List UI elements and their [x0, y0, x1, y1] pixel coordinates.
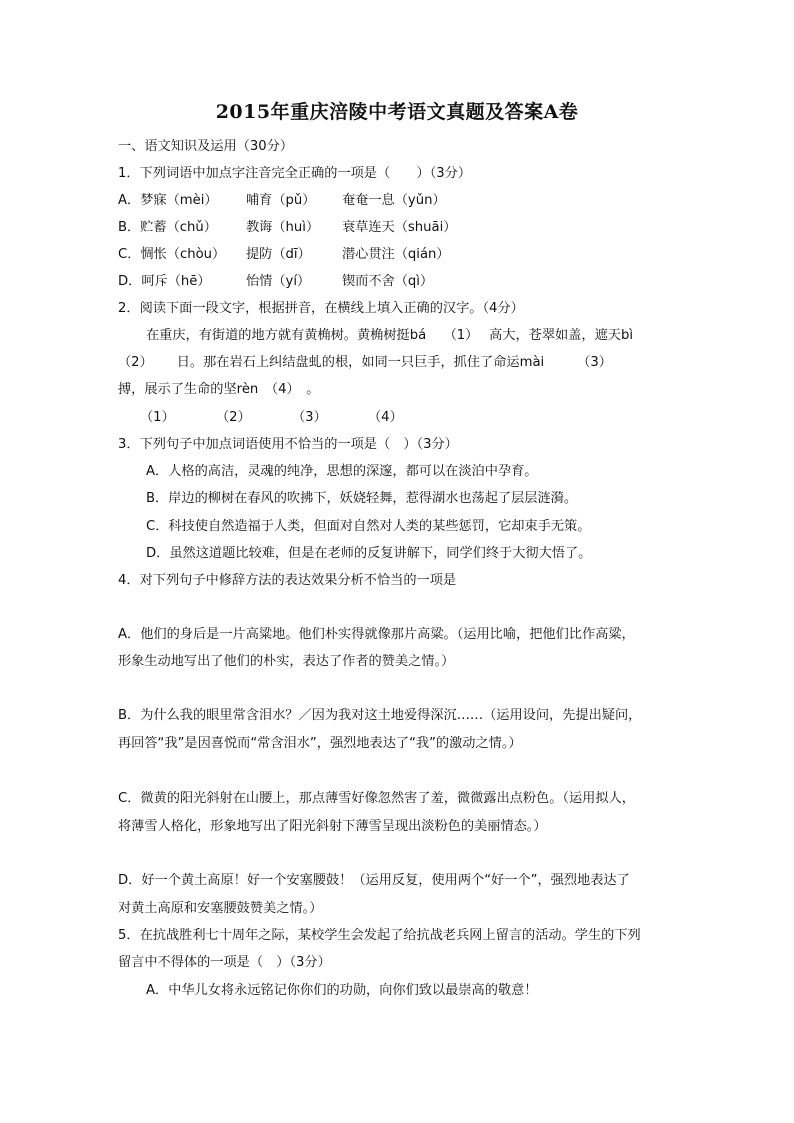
q4-option-d-line-1: D．好一个黄土高原！好一个安塞腰鼓！（运用反复，使用两个“好一个”，强烈地表达了	[118, 873, 630, 888]
q1-option-b-1: B．贮蓄（chǔ）	[118, 220, 217, 235]
q1-option-c-1: C．惆怅（chòu）	[118, 247, 226, 262]
question-2-stem: 2．阅读下面一段文字，根据拼音，在横线上填入正确的汉字。（4分）	[118, 301, 524, 316]
q4-option-d-line-2: 对黄土高原和安塞腰鼓赞美之情。）	[118, 901, 323, 916]
q2-answer-blank-1: （1）	[140, 410, 175, 425]
q2-answer-blank-2: （2）	[216, 410, 251, 425]
q4-option-b-line-1: B．为什么我的眼里常含泪水？／因为我对这土地爱得深沉……（运用设问，先提出疑问，	[118, 708, 642, 723]
question-3-stem: 3．下列句子中加点词语使用不恰当的一项是（ ）（3分）	[118, 437, 458, 452]
q2-passage-line-2: （2） 日。那在岩石上纠结盘虬的根，如同一只巨手，抓住了命运mài （3）	[118, 355, 612, 370]
q1-option-a-1: A．梦寐（mèi）	[118, 193, 218, 208]
q5-option-a: A．中华儿女将永远铭记你你们的功勋，向你们致以最崇高的敬意！	[146, 983, 538, 998]
question-4-stem: 4．对下列句子中修辞方法的表达效果分析不恰当的一项是	[118, 573, 457, 588]
q3-option-b: B．岸边的柳树在春风的吹拂下，妖娆轻舞，惹得湖水也荡起了层层涟漪。	[146, 491, 578, 506]
question-5-stem-line-1: 5．在抗战胜利七十周年之际，某校学生会发起了给抗战老兵网上留言的活动。学生的下列	[118, 928, 641, 943]
q1-option-c-2: 提防（dī）	[246, 247, 311, 262]
q1-option-c-3: 潜心贯注（qián）	[342, 247, 450, 262]
q1-option-d-1: D．呵斥（hē）	[118, 274, 211, 289]
q2-answer-blank-3: （3）	[292, 410, 327, 425]
q4-option-b-line-2: 再回答“我”是因喜悦而“常含泪水”，强烈地表达了“我”的激动之情。）	[118, 736, 522, 751]
q4-option-c-line-1: C．微黄的阳光斜射在山腰上，那点薄雪好像忽然害了羞，微微露出点粉色。（运用拟人，	[118, 791, 635, 806]
q1-option-d-3: 锲而不舍（qì）	[342, 274, 434, 289]
q1-option-a-3: 奄奄一息（yǔn）	[342, 193, 446, 208]
q1-option-b-3: 衰草连天（shuāi）	[342, 220, 457, 235]
question-5-stem-line-2: 留言中不得体的一项是（ ）（3分）	[118, 955, 331, 970]
q4-option-c-line-2: 将薄雪人格化，形象地写出了阳光斜射下薄雪呈现出淡粉色的美丽情态。）	[118, 819, 547, 834]
q4-option-a-line-2: 形象生动地写出了他们的朴实，表达了作者的赞美之情。）	[118, 654, 455, 669]
q3-option-d: D．虽然这道题比较难，但是在老师的反复讲解下，同学们终于大彻大悟了。	[146, 546, 592, 561]
page-title: 2015年重庆涪陵中考语文真题及答案A卷	[215, 101, 579, 123]
q2-passage-line-1: 在重庆，有街道的地方就有黄桷树。黄桷树挺bá （1） 高大，苍翠如盖，遮天bì	[146, 328, 634, 343]
q1-option-a-2: 哺育（pǔ）	[246, 193, 316, 208]
question-1-stem: 1．下列词语中加点字注音完全正确的一项是（ ）（3分）	[118, 166, 472, 181]
q1-option-d-2: 怡情（yí）	[246, 274, 311, 289]
q3-option-a: A．人格的高洁，灵魂的纯净，思想的深邃，都可以在淡泊中孕育。	[146, 464, 538, 479]
q3-option-c: C．科技使自然造福于人类，但面对自然对人类的某些惩罚，它却束手无策。	[146, 519, 591, 534]
section-heading: 一、语文知识及运用（30分）	[118, 139, 294, 154]
q2-answer-blank-4: （4）	[368, 410, 403, 425]
q2-passage-line-3: 搏，展示了生命的坚rèn （4） 。	[118, 382, 320, 397]
q1-option-b-2: 教诲（huì）	[246, 220, 320, 235]
q4-option-a-line-1: A．他们的身后是一片高粱地。他们朴实得就像那片高粱。（运用比喻，把他们比作高粱，	[118, 627, 635, 642]
